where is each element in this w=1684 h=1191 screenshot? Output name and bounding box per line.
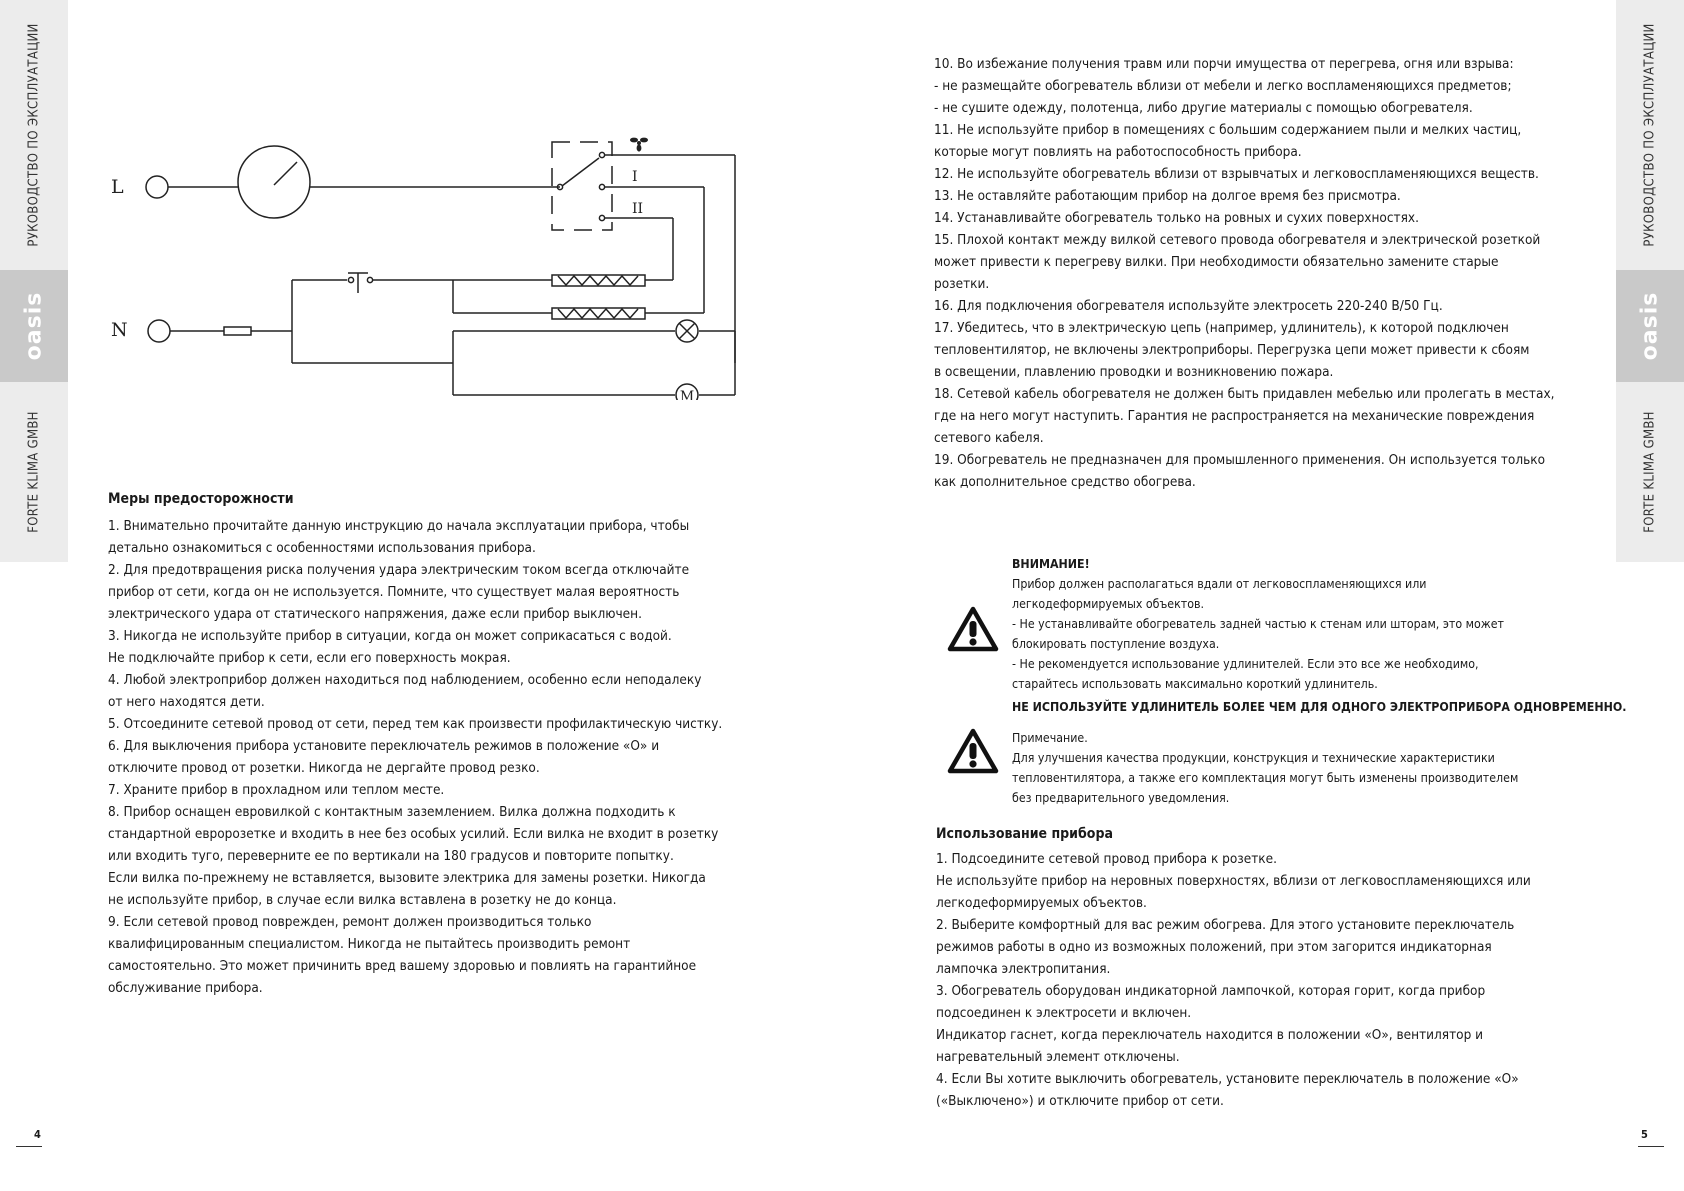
text-line: Если вилка по-прежнему не вставляется, вызовите электрика для замены розетки. Никогда	[108, 870, 706, 886]
text-line: легкодеформируемых объектов.	[936, 895, 1147, 911]
text-line: - Не устанавливайте обогреватель задней частью к стенам или шторам, это может	[1012, 617, 1504, 631]
manual-label: РУКОВОДСТВО ПО ЭКСПЛУАТАЦИИ	[26, 23, 42, 247]
note-title: Примечание.	[1012, 731, 1088, 745]
text-line: 9. Если сетевой провод поврежден, ремонт должен производиться только	[108, 914, 592, 930]
text-line: не используйте прибор, в случае если вилка вставлена в розетку не до конца.	[108, 892, 617, 908]
text-line: 4. Если Вы хотите выключить обогреватель, установите переключатель в положение «О»	[936, 1071, 1519, 1087]
text-line: 1. Внимательно прочитайте данную инструкцию до начала эксплуатации прибора, чтобы	[108, 518, 690, 534]
text-line: блокировать поступление воздуха.	[1012, 637, 1220, 651]
usage-list	[936, 848, 1596, 1112]
label-position-1: I	[632, 169, 638, 185]
text-line: 11. Не используйте прибор в помещениях с большим содержанием пыли и мелких частиц,	[934, 122, 1522, 138]
company-label: FORTE KLIMA GMBH	[1642, 411, 1658, 533]
text-line: 6. Для выключения прибора установите переключатель режимов в положение «О» и	[108, 738, 660, 754]
text-line: сетевого кабеля.	[934, 430, 1044, 446]
text-line: тепловентилятор, не включены электроприборы. Перегрузка цепи может привести к сбоям	[934, 342, 1530, 358]
text-line: тепловентилятора, а также его комплектация могут быть изменены производителем	[1012, 771, 1519, 785]
text-line: самостоятельно. Это может причинить вред вашему здоровью и повлиять на гарантийное	[108, 958, 697, 974]
motor-symbol-icon	[676, 384, 698, 400]
text-line: или входить туго, переверните ее по вертикали на 180 градусов и повторите попытку.	[108, 848, 674, 864]
text-line: которые могут повлиять на работоспособность прибора.	[934, 144, 1302, 160]
text-line: 18. Сетевой кабель обогревателя не должен быть придавлен мебелью или пролегать в местах,	[934, 386, 1555, 402]
text-line: 4. Любой электроприбор должен находиться под наблюдением, особенно если неподалеку	[108, 672, 702, 688]
page-number-rule	[1638, 1146, 1664, 1147]
text-line: нагревательный элемент отключены.	[936, 1049, 1180, 1065]
usage-section	[936, 823, 1596, 1112]
right-tab-company	[1616, 382, 1684, 562]
text-line: легкодеформируемых объектов.	[1012, 597, 1205, 611]
page-number-left: 4	[34, 1128, 41, 1141]
text-line: Не используйте прибор на неровных поверхностях, вблизи от легковоспламеняющихся или	[936, 873, 1531, 889]
text-line: 19. Обогреватель не предназначен для промышленного применения. Он используется только	[934, 452, 1546, 468]
text-line: 2. Выберите комфортный для вас режим обогрева. Для этого установите переключатель	[936, 917, 1515, 933]
text-line: Для улучшения качества продукции, конструкция и технические характеристики	[1012, 751, 1495, 765]
warning-block	[1012, 554, 1626, 717]
brand-logo: oasis	[1637, 291, 1663, 361]
wiring-diagram	[100, 130, 760, 400]
text-line: электрического удара от статического напряжения, даже если прибор выключен.	[108, 606, 642, 622]
text-line: 16. Для подключения обогревателя используйте электросеть 220-240 В/50 Гц.	[934, 298, 1443, 314]
text-line: лампочка электропитания.	[936, 961, 1111, 977]
text-line: прибор от сети, когда он не используется. Помните, что существует малая вероятность	[108, 584, 680, 600]
left-tab-manual	[0, 0, 68, 270]
text-line: Прибор должен располагаться вдали от легковоспламеняющихся или	[1012, 577, 1427, 591]
text-line: 17. Убедитесь, что в электрическую цепь (например, удлинитель), к которой подключен	[934, 320, 1509, 336]
label-live: L	[111, 176, 124, 198]
section-heading-usage: Использование прибора	[936, 826, 1113, 842]
text-line: розетки.	[934, 276, 990, 292]
text-line: («Выключено») и отключите прибор от сети.	[936, 1093, 1224, 1109]
right-page-body	[934, 53, 1594, 493]
text-line: 3. Обогреватель оборудован индикаторной лампочкой, которая горит, когда прибор	[936, 983, 1486, 999]
text-line: без предварительного уведомления.	[1012, 791, 1230, 805]
text-line: 8. Прибор оснащен евровилкой с контактным заземлением. Вилка должна подходить к	[108, 804, 676, 820]
text-line: отключите провод от розетки. Никогда не дергайте провод резко.	[108, 760, 540, 776]
text-line: 15. Плохой контакт между вилкой сетевого провода обогревателя и электрической розеткой	[934, 232, 1541, 248]
text-line: Индикатор гаснет, когда переключатель находится в положении «О», вентилятор и	[936, 1027, 1484, 1043]
label-neutral: N	[111, 319, 128, 341]
note-block	[1012, 728, 1518, 808]
page-number-rule	[16, 1146, 42, 1147]
text-line: 3. Никогда не используйте прибор в ситуации, когда он может соприкасаться с водой.	[108, 628, 672, 644]
text-line: - Не рекомендуется использование удлинителей. Если это все же необходимо,	[1012, 657, 1479, 671]
text-line: может привести к перегреву вилки. При необходимости обязательно замените старые	[934, 254, 1499, 270]
right-tab-manual	[1616, 0, 1684, 270]
section-heading-precautions: Меры предосторожности	[108, 491, 294, 507]
left-page-body	[108, 488, 788, 999]
text-line: 2. Для предотвращения риска получения удара электрическим током всегда отключайте	[108, 562, 690, 578]
text-line: режимов работы в одно из возможных положений, при этом загорится индикаторная	[936, 939, 1492, 955]
text-line: где на него могут наступить. Гарантия не распространяется на механические повреждения	[934, 408, 1535, 424]
fan-symbol-icon	[630, 138, 648, 152]
right-tab-logo	[1616, 270, 1684, 382]
note-warning-icon	[947, 728, 999, 774]
text-line: детально ознакомиться с особенностями использования прибора.	[108, 540, 536, 556]
text-line: 7. Храните прибор в прохладном или теплом месте.	[108, 782, 445, 798]
warning-bold-note: НЕ ИСПОЛЬЗУЙТЕ УДЛИНИТЕЛЬ БОЛЕЕ ЧЕМ ДЛЯ ОДНОГО ЭЛЕКТРОПРИБОРА ОДНОВРЕМЕННО.	[1012, 700, 1627, 714]
warning-text	[1012, 574, 1626, 694]
page-number-right: 5	[1641, 1128, 1648, 1141]
label-position-2: II	[632, 201, 644, 217]
text-line: старайтесь использовать максимально короткий удлинитель.	[1012, 677, 1378, 691]
text-line: 14. Устанавливайте обогреватель только на ровных и сухих поверхностях.	[934, 210, 1419, 226]
left-tab-logo	[0, 270, 68, 382]
note-text	[1012, 748, 1518, 808]
lamp-symbol-icon	[676, 320, 698, 342]
text-line: как дополнительное средство обогрева.	[934, 474, 1196, 490]
precautions-list-continued	[934, 53, 1594, 493]
text-line: стандартной евророзетке и входить в нее без особых усилий. Если вилка не входит в розетку	[108, 826, 719, 842]
warning-triangle-icon	[947, 606, 999, 652]
text-line: 1. Подсоедините сетевой провод прибора к розетке.	[936, 851, 1277, 867]
text-line: в освещении, плавлению проводки и возникновению пожара.	[934, 364, 1334, 380]
text-line: подсоединен к электросети и включен.	[936, 1005, 1192, 1021]
text-line: квалифицированным специалистом. Никогда не пытайтесь производить ремонт	[108, 936, 631, 952]
warning-title: ВНИМАНИЕ!	[1012, 557, 1090, 571]
precautions-list	[108, 515, 788, 999]
company-label: FORTE KLIMA GMBH	[26, 411, 42, 533]
text-line: 5. Отсоедините сетевой провод от сети, перед тем как произвести профилактическую чистку.	[108, 716, 723, 732]
manual-label: РУКОВОДСТВО ПО ЭКСПЛУАТАЦИИ	[1642, 23, 1658, 247]
text-line: обслуживание прибора.	[108, 980, 263, 996]
text-line: 13. Не оставляйте работающим прибор на долгое время без присмотра.	[934, 188, 1401, 204]
text-line: Не подключайте прибор к сети, если его поверхность мокрая.	[108, 650, 511, 666]
text-line: - не размещайте обогреватель вблизи от мебели и легко воспламеняющихся предметов;	[934, 78, 1512, 94]
text-line: 10. Во избежание получения травм или порчи имущества от перегрева, огня или взрыва:	[934, 56, 1514, 72]
left-tab-company	[0, 382, 68, 562]
svg-text:M: M	[679, 389, 695, 400]
text-line: 12. Не используйте обогреватель вблизи от взрывчатых и легковоспламеняющихся веществ.	[934, 166, 1539, 182]
text-line: - не сушите одежду, полотенца, либо другие материалы с помощью обогревателя.	[934, 100, 1473, 116]
brand-logo: oasis	[21, 291, 47, 361]
text-line: от него находятся дети.	[108, 694, 265, 710]
